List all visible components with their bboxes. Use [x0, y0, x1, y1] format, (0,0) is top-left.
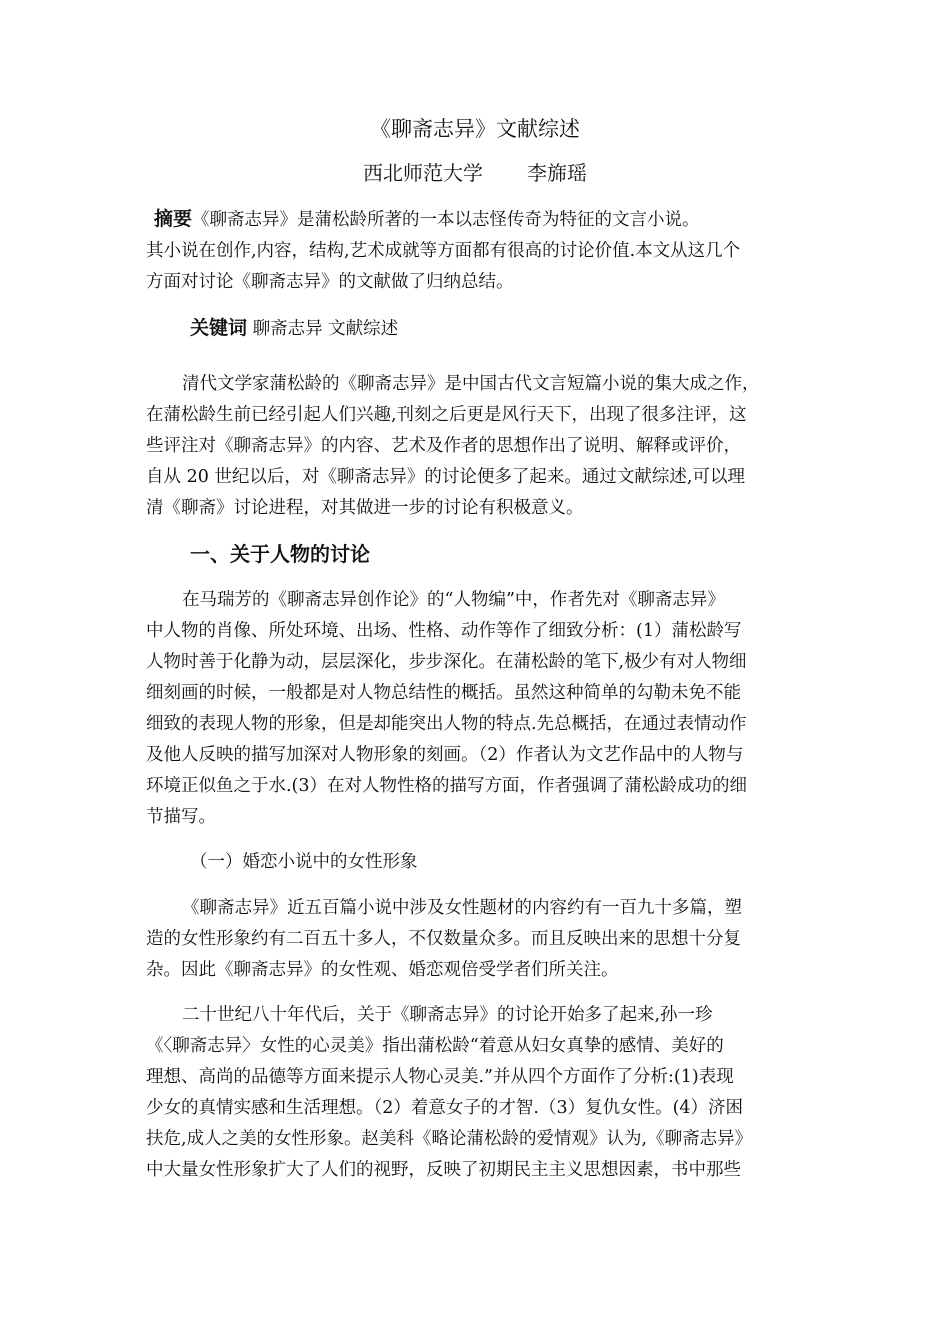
paragraph-line: 杂。因此《聊斋志异》的女性观、婚恋观倍受学者们所关注。 [146, 960, 619, 980]
paragraph-line: 及他人反映的描写加深对人物形象的刻画。（2）作者认为文艺作品中的人物与 [146, 745, 744, 765]
subsection1-paragraph-2 [146, 1000, 810, 1186]
paragraph-line: 少女的真情实感和生活理想。（2）着意女子的才智.（3）复仇女性。(4）济困 [146, 1098, 744, 1118]
subsection1-paragraph-1 [146, 893, 810, 986]
intro-line: 清代文学家蒲松龄的《聊斋志异》是中国古代文言短篇小说的集大成之作， [182, 374, 760, 394]
paragraph-line: 中人物的肖像、所处环境、出场、性格、动作等作了细致分析：(1）蒲松龄写 [146, 621, 742, 641]
affiliation: 西北师范大学 [363, 161, 483, 185]
intro-line: 自从 20 世纪以后，对《聊斋志异》的讨论便多了起来。通过文献综述,可以理 [146, 467, 745, 487]
keywords-paragraph [146, 313, 854, 345]
paragraph-line: 扶危,成人之美的女性形象。赵美科《略论蒲松龄的爱情观》认为,《聊斋志异》 [146, 1129, 753, 1149]
paragraph-line: 细致的表现人物的形象，但是却能突出人物的特点.先总概括，在通过表情动作 [146, 714, 747, 734]
paragraph-line: 细刻画的时候，一般都是对人物总结性的概括。虽然这种简单的勾勒未免不能 [146, 683, 741, 703]
author-line [0, 158, 950, 188]
abstract-line-3: 方面对讨论《聊斋志异》的文献做了归纳总结。 [146, 272, 514, 292]
paragraph-line: 节描写。 [146, 807, 216, 827]
abstract-line-1: 摘要《聊斋志异》是蒲松龄所著的一本以志怪传奇为特征的文言小说。 [154, 208, 700, 230]
abstract-line-2: 其小说在创作,内容，结构,艺术成就等方面都有很高的讨论价值.本文从这几个 [146, 241, 741, 261]
abstract-label: 摘要 [154, 208, 193, 230]
keywords-label: 关键词 [190, 317, 248, 339]
document-title: 《聊斋志异》文献综述 [370, 117, 580, 141]
paragraph-line: 《〈聊斋志异〉女性的心灵美》指出蒲松龄“着意从妇女真挚的感情、美好的 [146, 1036, 724, 1056]
keywords-text: 聊斋志异 文献综述 [252, 319, 399, 339]
subsection-heading: （一）婚恋小说中的女性形象 [190, 852, 418, 872]
paragraph-line: 造的女性形象约有二百五十多人，不仅数量众多。而且反映出来的思想十分复 [146, 929, 741, 949]
paragraph-line: 在马瑞芳的《聊斋志异创作论》的“人物编”中，作者先对《聊斋志异》 [182, 590, 725, 610]
paragraph-line: 《聊斋志异》近五百篇小说中涉及女性题材的内容约有一百九十多篇，塑 [182, 898, 742, 918]
intro-line: 清《聊斋》讨论进程，对其做进一步的讨论有积极意义。 [146, 498, 584, 518]
paragraph-line: 理想、高尚的品德等方面来提示人物心灵美.”并从四个方面作了分析:(1)表现 [146, 1067, 734, 1087]
section1-paragraph [146, 585, 810, 833]
intro-line: 在蒲松龄生前已经引起人们兴趣,刊刻之后更是风行天下，出现了很多注评，这 [146, 405, 747, 425]
intro-line: 些评注对《聊斋志异》的内容、艺术及作者的思想作出了说明、解释或评价， [146, 436, 741, 456]
paragraph-line: 二十世纪八十年代后，关于《聊斋志异》的讨论开始多了起来,孙一珍 [182, 1005, 713, 1025]
paragraph-line: 中大量女性形象扩大了人们的视野，反映了初期民主主义思想因素，书中那些 [146, 1160, 741, 1180]
intro-paragraph [146, 369, 810, 524]
author-name: 李旆瑶 [527, 161, 587, 185]
section-heading: 一、关于人物的讨论 [190, 542, 370, 566]
paragraph-line: 人物时善于化静为动，层层深化，步步深化。在蒲松龄的笔下,极少有对人物细 [146, 652, 747, 672]
abstract-paragraph [146, 204, 810, 298]
paragraph-line: 环境正似鱼之于水.(3）在对人物性格的描写方面，作者强调了蒲松龄成功的细 [146, 776, 748, 796]
